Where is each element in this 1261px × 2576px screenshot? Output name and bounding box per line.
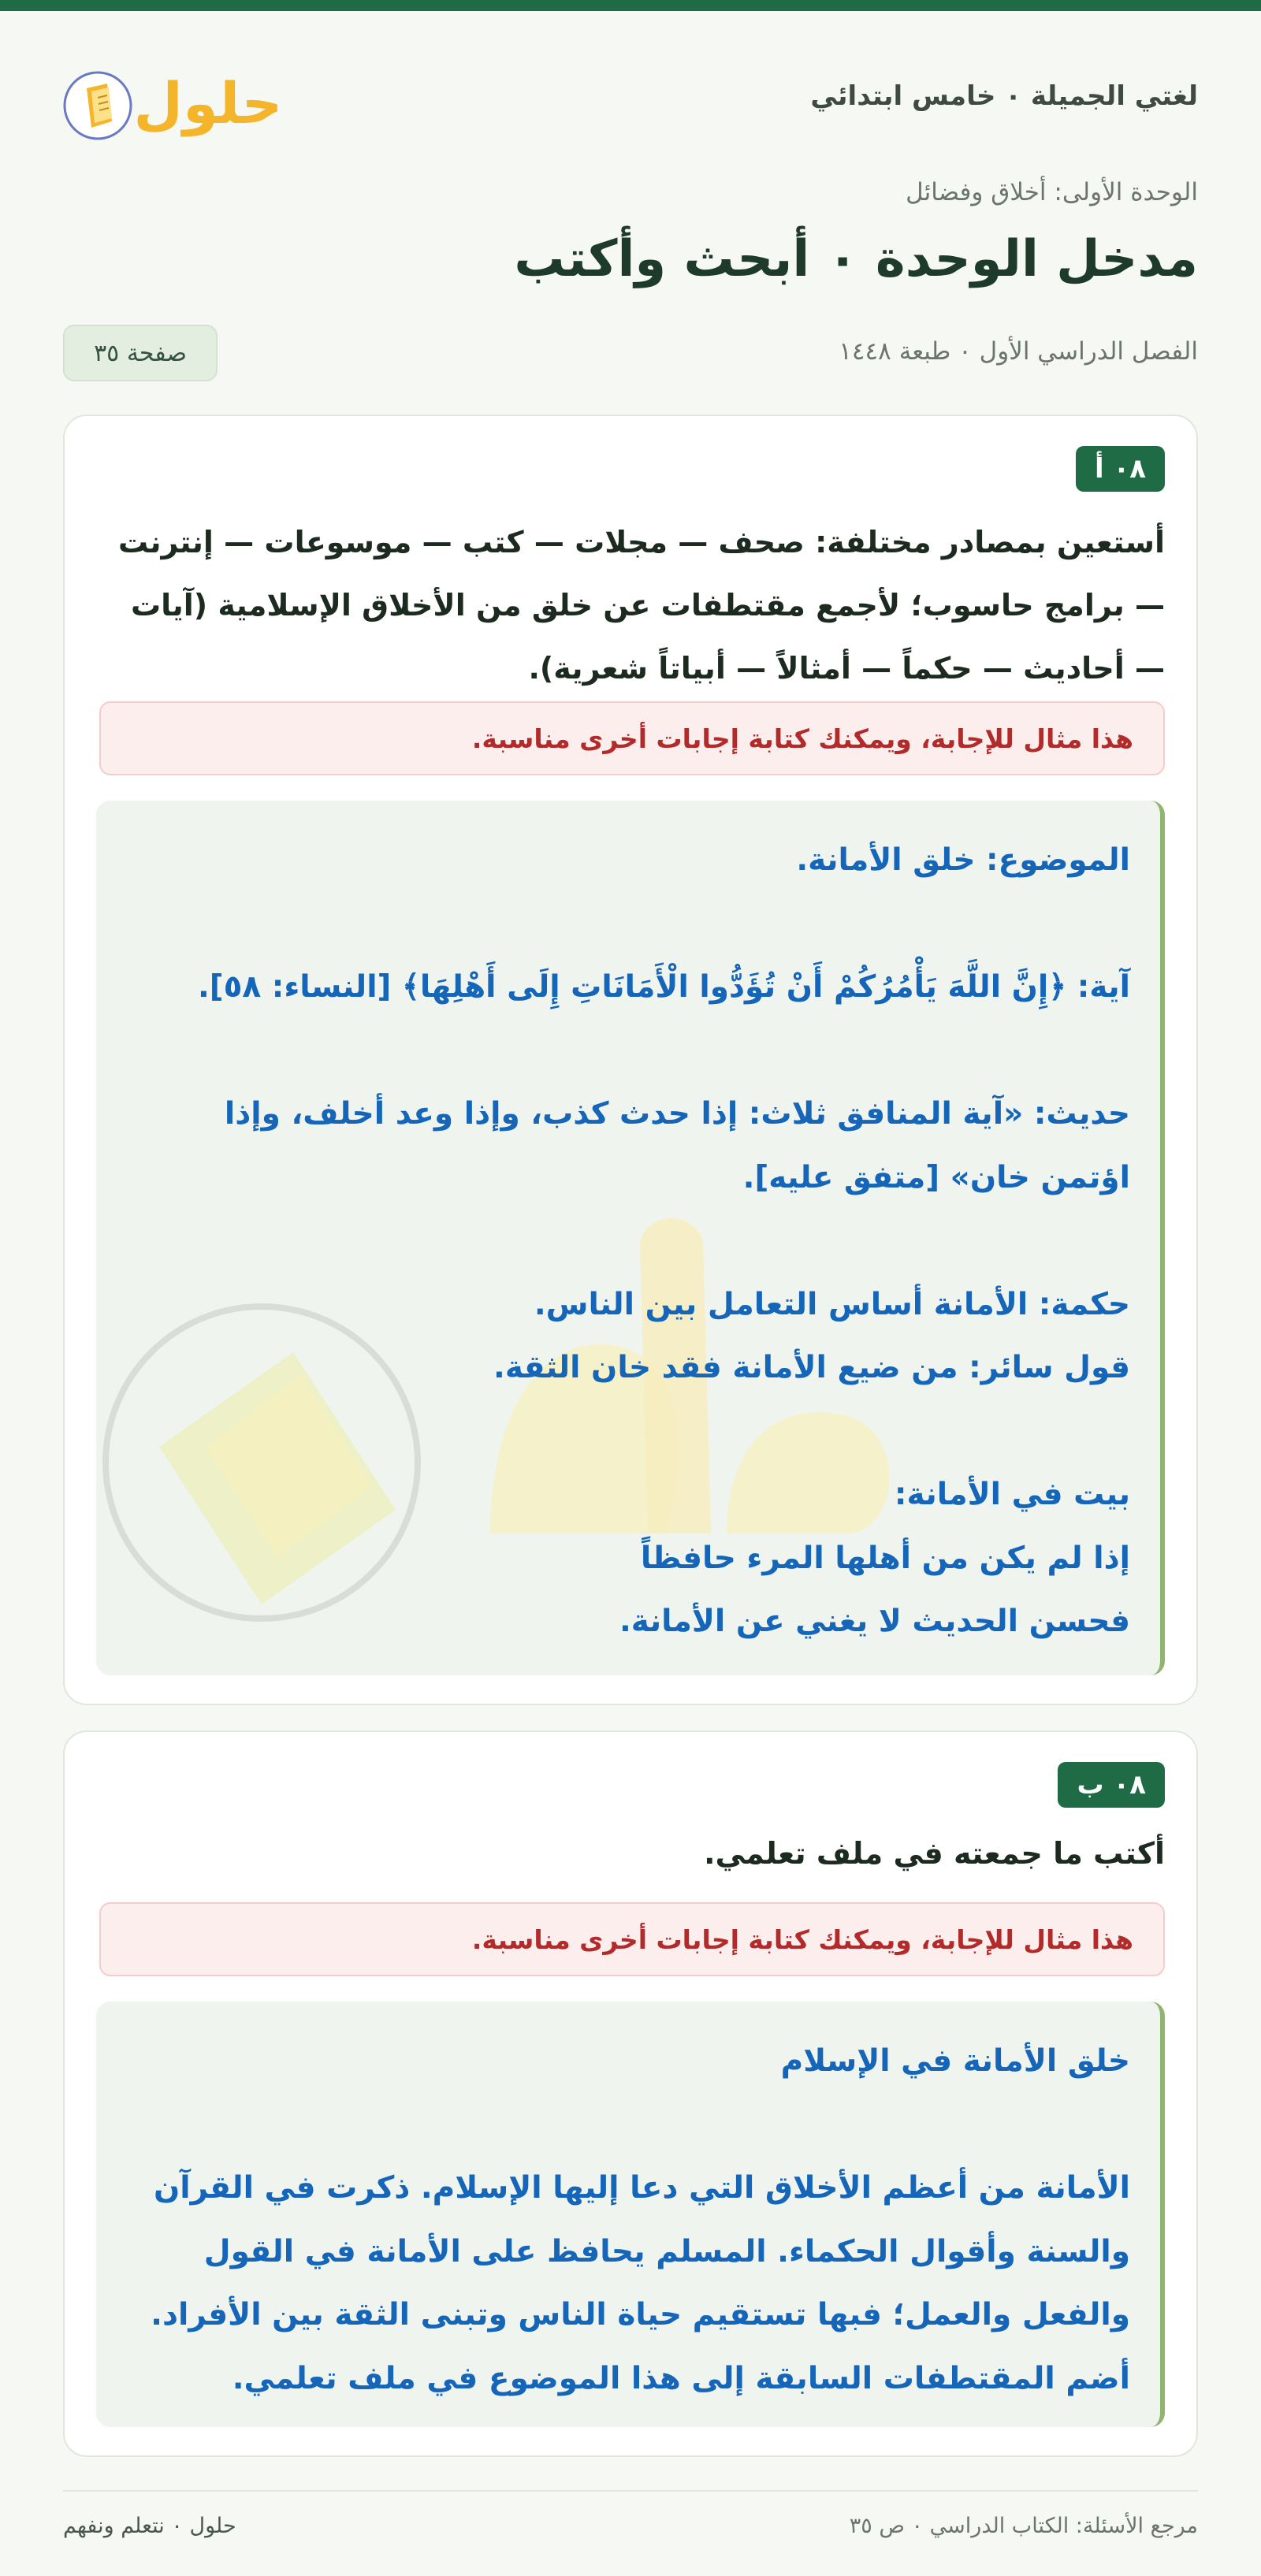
footer-brand[interactable]: حلول ٠ نتعلم ونفهم (63, 2514, 236, 2538)
hulul-logo-icon (63, 66, 292, 145)
example-answer-note: هذا مثال للإجابة، ويمكنك كتابة إجابات أخرى مناسبة. (99, 1902, 1165, 1976)
page-title: مدخل الوحدة ٠ أبحث وأكتب (514, 230, 1198, 288)
example-answer-note: هذا مثال للإجابة، ويمكنك كتابة إجابات أخرى مناسبة. (99, 701, 1165, 775)
question-text: أكتب ما جمعته في ملف تعلمي. (704, 1836, 1165, 1871)
answer-box (96, 801, 1165, 1675)
answer-lines (137, 829, 1130, 1654)
answer-line: بيت في الأمانة: (894, 1477, 1130, 1512)
answer-line (137, 1400, 1130, 1464)
answer-box (96, 2002, 1165, 2427)
answer-line: خلق الأمانة في الإسلام (780, 2043, 1130, 2079)
answer-line: الأمانة من أعظم الأخلاق التي دعا إليها الإسلام. ذكرت في القرآن والسنة وأقوال الحكماء. المسلم يحافظ على الأمانة في القول والفعل والعمل؛ فبها تستقيم حياة الناس وتبنى الثقة بين الأفراد. أضم المقتطفات السابقة إلى هذا الموضوع في ملف تعلمي. (151, 2170, 1130, 2396)
top-accent-bar (0, 0, 1261, 11)
answer-lines (137, 2030, 1130, 2411)
question-number-badge: ٠٨ ب (1058, 1762, 1165, 1808)
answer-line: الموضوع: خلق الأمانة. (796, 842, 1130, 878)
question-card-8b (63, 1730, 1198, 2457)
answer-line (137, 1020, 1130, 1084)
answer-line: إذا لم يكن من أهلها المرء حافظاً (640, 1540, 1130, 1576)
answer-line: قول سائر: من ضيع الأمانة فقد خان الثقة. (493, 1350, 1130, 1385)
unit-label: الوحدة الأولى: أخلاق وفضائل (906, 178, 1198, 206)
subject-title: لغتي الجميلة ٠ خامس ابتدائي (810, 80, 1198, 112)
footer-divider (63, 2490, 1198, 2492)
answer-line: فحسن الحديث لا يغني عن الأمانة. (619, 1604, 1130, 1639)
question-card-8a (63, 414, 1198, 1705)
hulul-logo[interactable] (63, 66, 292, 145)
semester-info: الفصل الدراسي الأول ٠ طبعة ١٤٤٨ (839, 337, 1198, 366)
answer-line: آية: ﴿إِنَّ اللَّهَ يَأْمُرُكُمْ أَنْ تُؤَدُّوا الْأَمَانَاتِ إِلَى أَهْلِهَا﴾ [النساء: ٥٨]. (197, 969, 1130, 1005)
logo-wordmark: حلول (133, 70, 283, 136)
page-header (63, 47, 1198, 158)
question-number-badge: ٠٨ أ (1076, 446, 1165, 492)
answer-line (137, 893, 1130, 957)
page-number-badge: صفحة ٣٥ (63, 325, 218, 381)
answer-line: حديث: «آية المنافق ثلاث: إذا حدث كذب، وإذا وعد أخلف، وإذا اؤتمن خان» [متفق عليه]. (224, 1096, 1130, 1195)
answer-line: حكمة: الأمانة أساس التعامل بين الناس. (534, 1286, 1130, 1322)
footer-reference: مرجع الأسئلة: الكتاب الدراسي ٠ ص ٣٥ (849, 2514, 1198, 2538)
question-text: أستعين بمصادر مختلفة: صحف — مجلات — كتب — موسوعات — إنترنت — برامج حاسوب؛ لأجمع مقتطفات عن خلق من الأخلاق الإسلامية (آيات — أحاديث — حكماً — أمثالاً — أبياتاً شعرية). (118, 525, 1165, 686)
answer-line (137, 1210, 1130, 1273)
answer-line (137, 2094, 1130, 2158)
